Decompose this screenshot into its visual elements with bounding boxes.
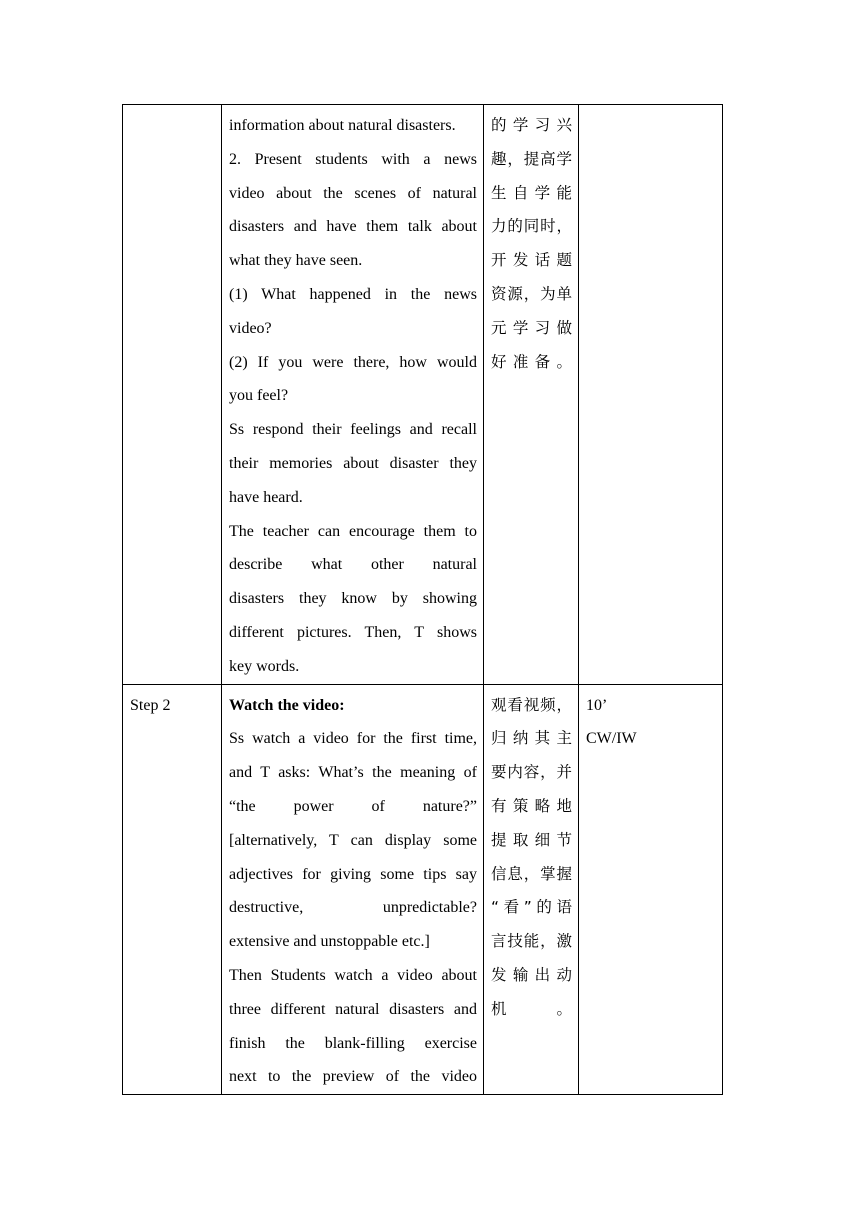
- procedure-line: information about natural disasters.: [229, 117, 456, 134]
- time-cell: [579, 684, 723, 1095]
- lesson-plan-table: [122, 104, 723, 1095]
- procedure-line: 2. Present students with a news: [229, 150, 477, 168]
- purpose-line: 提取细节: [491, 830, 572, 849]
- procedure-line: their memories about disaster they: [229, 454, 477, 472]
- procedure-line: video about the scenes of natural: [229, 184, 477, 202]
- procedure-line: different pictures. Then, T shows: [229, 623, 477, 641]
- time-line: 10’: [586, 696, 608, 714]
- step-cell: [123, 684, 222, 1095]
- procedure-line: adjectives for giving some tips say: [229, 865, 477, 883]
- step-label: Step 2: [130, 696, 171, 714]
- procedure-line: “the power of nature?”: [229, 797, 477, 815]
- purpose-line: 趣，提高学: [491, 149, 572, 168]
- procedure-cell: [222, 684, 484, 1095]
- procedure-line: extensive and unstoppable etc.]: [229, 933, 430, 951]
- purpose-line: 开发话题: [491, 251, 572, 270]
- purpose-line: 资源，为单: [491, 284, 572, 303]
- procedure-cell: [222, 105, 484, 685]
- procedure-line: and T asks: What’s the meaning of: [229, 764, 477, 782]
- procedure-line: three different natural disasters and: [229, 1000, 477, 1018]
- procedure-line: (2) If you were there, how would: [229, 353, 477, 371]
- time-cell: [579, 105, 723, 685]
- procedure-line: key words.: [229, 657, 300, 675]
- section-heading: Watch the video:: [229, 696, 345, 714]
- purpose-cell: [484, 105, 579, 685]
- procedure-line: Ss watch a video for the first time,: [229, 730, 477, 748]
- purpose-line: 信息，掌握: [491, 864, 572, 883]
- procedure-line: Ss respond their feelings and recall: [229, 421, 477, 439]
- procedure-line: (1) What happened in the news: [229, 285, 477, 303]
- table-row: [123, 105, 723, 685]
- time-line: CW/IW: [586, 730, 637, 748]
- step-cell: [123, 105, 222, 685]
- purpose-line: 归纳其主: [491, 729, 572, 748]
- procedure-line: you feel?: [229, 387, 289, 405]
- purpose-cell: [484, 684, 579, 1095]
- procedure-line: destructive, unpredictable?: [229, 899, 477, 917]
- purpose-line: 元学习做: [491, 318, 572, 337]
- procedure-line: what they have seen.: [229, 252, 363, 270]
- purpose-line: 生自学能: [491, 183, 572, 202]
- procedure-line: disasters they know by showing: [229, 590, 477, 608]
- purpose-line: 好准备。: [491, 352, 572, 371]
- purpose-line: “看”的语: [491, 898, 572, 917]
- table-row: [123, 684, 723, 1095]
- purpose-line: 力的同时，: [491, 217, 572, 236]
- purpose-line: 的学习兴: [491, 116, 572, 134]
- procedure-line: The teacher can encourage them to: [229, 522, 477, 540]
- procedure-line: Then Students watch a video about: [229, 966, 477, 984]
- procedure-line: next to the preview of the video: [229, 1068, 477, 1086]
- purpose-line: 机。: [491, 999, 572, 1018]
- purpose-line: 有策略地: [491, 796, 572, 815]
- purpose-line: 发输出动: [491, 965, 572, 984]
- purpose-line: 言技能，激: [491, 932, 572, 951]
- procedure-line: video?: [229, 319, 272, 337]
- procedure-line: disasters and have them talk about: [229, 218, 477, 236]
- purpose-line: 观看视频，: [491, 695, 572, 714]
- procedure-line: describe what other natural: [229, 556, 477, 574]
- procedure-line: [alternatively, T can display some: [229, 831, 477, 849]
- purpose-line: 要内容，并: [491, 763, 572, 782]
- procedure-line: have heard.: [229, 488, 303, 506]
- procedure-line: finish the blank-filling exercise: [229, 1034, 477, 1052]
